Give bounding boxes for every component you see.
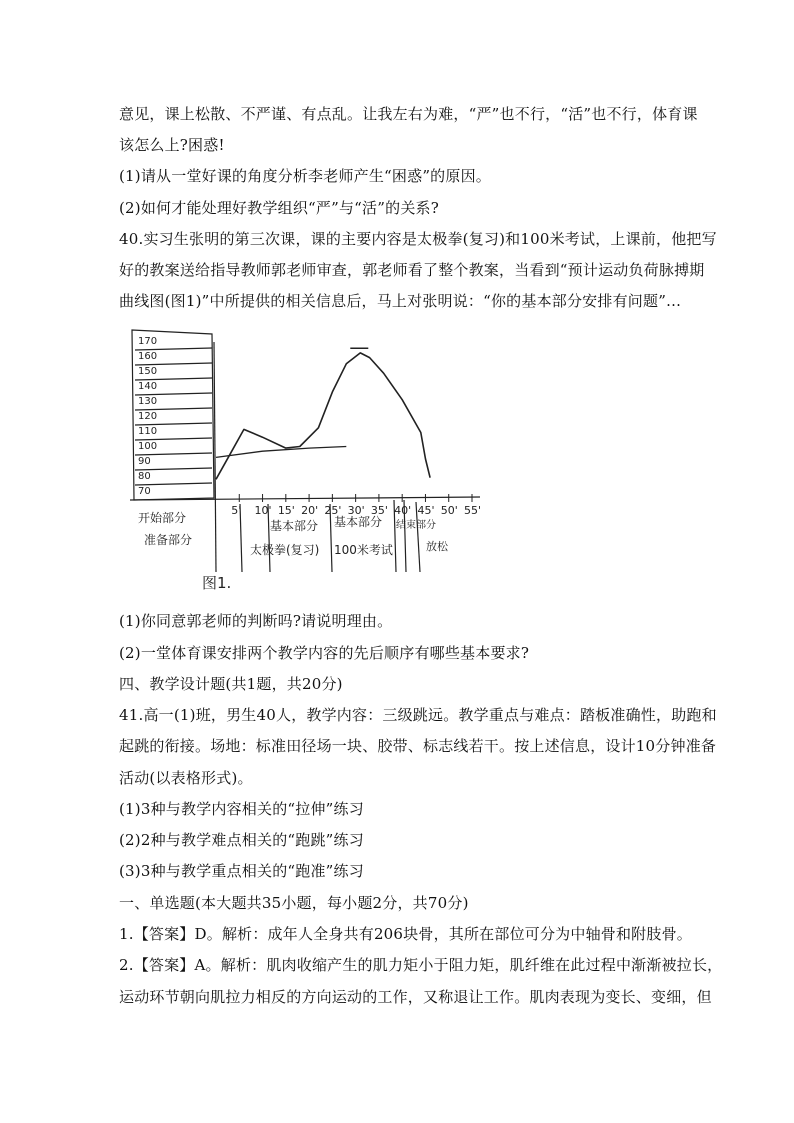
average-load-line <box>216 447 346 458</box>
pulse-curve-line <box>216 353 430 479</box>
y-tick-label: 170 <box>138 336 158 347</box>
x-tick-label: 50' <box>440 504 458 517</box>
text-line: 四、教学设计题(共1题，共20分) <box>119 675 343 693</box>
y-tick-label: 110 <box>138 426 158 437</box>
text-line: 好的教案送给指导教师郭老师审查，郭老师看了整个教案，当看到“预计运动负荷脉搏期 <box>119 261 705 279</box>
section-label: 基本部分 <box>334 515 383 529</box>
x-tick-label: 30' <box>347 504 365 517</box>
figure-caption: 图1. <box>202 574 232 592</box>
x-tick-label: 45' <box>417 504 435 517</box>
text-line: (1)请从一堂好课的角度分析李老师产生“困惑”的原因。 <box>119 167 491 185</box>
section-label: 准备部分 <box>144 533 193 547</box>
y-tick-label: 100 <box>138 441 158 452</box>
text-line: 意见，课上松散、不严谨、有点乱。让我左右为难，“严”也不行，“活”也不行，体育课 <box>119 105 698 123</box>
text-line: (2)一堂体育课安排两个教学内容的先后顺序有哪些基本要求? <box>119 644 530 662</box>
section-label: 放松 <box>426 540 448 553</box>
answer-line: 运动环节朝向肌拉力相反的方向运动的工作，又称退让工作。肌肉表现为变长、变细，但 <box>119 988 712 1006</box>
answer-line: 2.【答案】A。解析：肌肉收缩产生的肌力矩小于阻力矩，肌纤维在此过程中渐渐被拉长， <box>119 956 723 974</box>
y-tick-label: 90 <box>138 456 151 467</box>
section-label: 结束部分 <box>396 520 436 531</box>
y-tick-label: 160 <box>138 351 158 362</box>
x-tick-label: 15' <box>277 504 295 517</box>
section-label: 基本部分 <box>270 519 319 533</box>
section-heading: 一、单选题(本大题共35小题，每小题2分，共70分) <box>119 894 469 912</box>
text-line: 曲线图(图1)”中所提供的相关信息后，马上对张明说：“你的基本部分安排有问题”… <box>119 292 682 310</box>
text-line: 活动(以表格形式)。 <box>119 769 253 787</box>
text-line: (1)你同意郭老师的判断吗?请说明理由。 <box>119 612 393 630</box>
x-tick-label: 55' <box>464 504 482 517</box>
x-tick-label: 10' <box>254 504 272 517</box>
y-tick-label: 70 <box>138 486 151 497</box>
text-line: 41.高一(1)班，男生40人，教学内容：三级跳远。教学重点与难点：踏板准确性，助跑和 <box>119 706 717 724</box>
section-label: 太极拳(复习) <box>250 543 320 557</box>
answer-line: 1.【答案】D。解析：成年人全身共有206块骨，其所在部位可分为中轴骨和附肢骨。 <box>119 925 692 943</box>
y-tick-label: 150 <box>138 366 158 377</box>
x-tick-label: 5' <box>231 504 242 517</box>
text-line: (3)3种与教学重点相关的“跑准”练习 <box>119 862 364 880</box>
section-label: 100米考试 <box>334 543 393 557</box>
text-line: (2)如何才能处理好教学组织“严”与“活”的关系? <box>119 199 439 217</box>
pulse-curve-figure <box>120 322 490 602</box>
y-tick-label: 130 <box>138 396 158 407</box>
text-line: 该怎么上?困惑! <box>119 136 225 154</box>
y-tick-label: 140 <box>138 381 158 392</box>
x-tick-label: 35' <box>370 504 388 517</box>
y-tick-label: 120 <box>138 411 158 422</box>
y-tick-label: 80 <box>138 471 151 482</box>
text-line: (2)2种与教学难点相关的“跑跳”练习 <box>119 831 364 849</box>
text-line: 40.实习生张明的第三次课，课的主要内容是太极拳(复习)和100米考试，上课前，他把写 <box>119 230 717 248</box>
text-line: (1)3种与教学内容相关的“拉伸”练习 <box>119 800 364 818</box>
text-line: 起跳的衔接。场地：标准田径场一块、胶带、标志线若干。按上述信息，设计10分钟准备 <box>119 737 717 755</box>
section-label: 开始部分 <box>138 511 187 525</box>
x-tick-label: 40' <box>394 504 412 517</box>
x-tick-label: 25' <box>324 504 342 517</box>
x-tick-label: 20' <box>301 504 319 517</box>
